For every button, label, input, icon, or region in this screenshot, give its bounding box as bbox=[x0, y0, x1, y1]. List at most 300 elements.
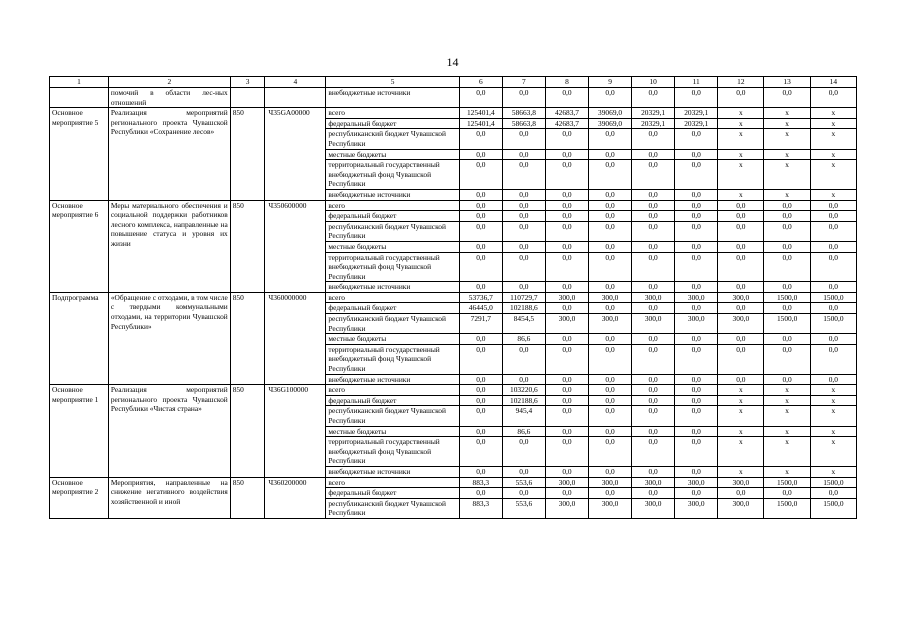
value-cell: 1500,0 bbox=[810, 498, 856, 518]
value-cell: x bbox=[718, 108, 764, 119]
header-cell: 10 bbox=[632, 77, 675, 88]
value-cell: 0,0 bbox=[545, 395, 588, 406]
value-cell: 0,0 bbox=[545, 282, 588, 293]
value-cell: 0,0 bbox=[459, 344, 502, 374]
funding-source-cell: республиканский бюджет Чувашской Республики bbox=[326, 314, 459, 334]
table-row bbox=[50, 88, 857, 108]
value-cell: 0,0 bbox=[675, 334, 718, 345]
value-cell: 42683,7 bbox=[545, 118, 588, 129]
funding-source-cell: всего bbox=[326, 477, 459, 488]
value-cell: 0,0 bbox=[632, 160, 675, 190]
value-cell: 0,0 bbox=[764, 374, 810, 385]
value-cell: 0,0 bbox=[632, 211, 675, 222]
header-cell: 12 bbox=[718, 77, 764, 88]
value-cell: 0,0 bbox=[545, 374, 588, 385]
value-cell: 39069,0 bbox=[589, 108, 632, 119]
code-cell bbox=[265, 88, 326, 108]
value-cell: x bbox=[810, 426, 856, 437]
value-cell: 0,0 bbox=[718, 488, 764, 499]
value-cell: 0,0 bbox=[589, 385, 632, 396]
grbs-cell: 850 bbox=[230, 292, 265, 384]
value-cell: x bbox=[764, 466, 810, 477]
funding-source-cell: местные бюджеты bbox=[326, 149, 459, 160]
value-cell: x bbox=[764, 395, 810, 406]
value-cell: 0,0 bbox=[502, 149, 545, 160]
status-cell bbox=[50, 88, 109, 108]
name-cell: помочий в области лес-ных отношений bbox=[108, 88, 230, 108]
value-cell: 0,0 bbox=[764, 221, 810, 241]
value-cell: 300,0 bbox=[675, 292, 718, 303]
value-cell: 0,0 bbox=[675, 129, 718, 149]
value-cell: 0,0 bbox=[632, 426, 675, 437]
value-cell: 0,0 bbox=[764, 303, 810, 314]
value-cell: 883,3 bbox=[459, 477, 502, 488]
value-cell: x bbox=[810, 437, 856, 467]
value-cell: 8454,5 bbox=[502, 314, 545, 334]
value-cell: 300,0 bbox=[632, 498, 675, 518]
value-cell: 0,0 bbox=[718, 252, 764, 282]
value-cell: 125401,4 bbox=[459, 108, 502, 119]
value-cell: 0,0 bbox=[459, 282, 502, 293]
value-cell: 0,0 bbox=[632, 374, 675, 385]
value-cell: x bbox=[764, 437, 810, 467]
value-cell: 86,6 bbox=[502, 334, 545, 345]
value-cell: 0,0 bbox=[589, 374, 632, 385]
value-cell: 0,0 bbox=[459, 221, 502, 241]
value-cell: 0,0 bbox=[589, 129, 632, 149]
value-cell: x bbox=[718, 129, 764, 149]
value-cell: 0,0 bbox=[764, 334, 810, 345]
value-cell: 0,0 bbox=[764, 241, 810, 252]
value-cell: 0,0 bbox=[502, 466, 545, 477]
header-cell: 4 bbox=[265, 77, 326, 88]
name-cell: Мероприятия, направленные на снижение негативного воздействия хозяйственной и иной bbox=[108, 477, 230, 518]
value-cell: 0,0 bbox=[675, 385, 718, 396]
value-cell: 553,6 bbox=[502, 498, 545, 518]
value-cell: 0,0 bbox=[718, 241, 764, 252]
value-cell: 0,0 bbox=[810, 252, 856, 282]
code-cell: Ч36G100000 bbox=[265, 385, 326, 477]
value-cell: 0,0 bbox=[459, 160, 502, 190]
value-cell: 0,0 bbox=[502, 129, 545, 149]
header-cell: 8 bbox=[545, 77, 588, 88]
value-cell: 0,0 bbox=[545, 149, 588, 160]
value-cell: 0,0 bbox=[718, 282, 764, 293]
header-cell: 5 bbox=[326, 77, 459, 88]
grbs-cell: 850 bbox=[230, 108, 265, 200]
status-cell: Подпрограмма bbox=[50, 292, 109, 384]
funding-source-cell: местные бюджеты bbox=[326, 334, 459, 345]
value-cell: 0,0 bbox=[675, 374, 718, 385]
value-cell: 0,0 bbox=[810, 303, 856, 314]
table-row bbox=[50, 292, 857, 303]
value-cell: x bbox=[718, 189, 764, 200]
grbs-cell: 850 bbox=[230, 477, 265, 518]
value-cell: 0,0 bbox=[459, 395, 502, 406]
value-cell: 300,0 bbox=[545, 314, 588, 334]
value-cell: 0,0 bbox=[502, 221, 545, 241]
funding-source-cell: территориальный государственный внебюджетный фонд Чувашской Республики bbox=[326, 437, 459, 467]
header-cell: 7 bbox=[502, 77, 545, 88]
code-cell: Ч360200000 bbox=[265, 477, 326, 518]
funding-source-cell: всего bbox=[326, 108, 459, 119]
funding-source-cell: внебюджетные источники bbox=[326, 282, 459, 293]
value-cell: 0,0 bbox=[545, 406, 588, 426]
value-cell: 0,0 bbox=[545, 160, 588, 190]
value-cell: 58663,8 bbox=[502, 108, 545, 119]
header-cell: 1 bbox=[50, 77, 109, 88]
value-cell: 300,0 bbox=[589, 292, 632, 303]
value-cell: 0,0 bbox=[545, 211, 588, 222]
value-cell: 1500,0 bbox=[810, 292, 856, 303]
header-cell: 9 bbox=[589, 77, 632, 88]
value-cell: x bbox=[810, 129, 856, 149]
funding-source-cell: внебюджетные источники bbox=[326, 88, 459, 108]
value-cell: x bbox=[718, 426, 764, 437]
value-cell: 0,0 bbox=[632, 488, 675, 499]
value-cell: 0,0 bbox=[545, 252, 588, 282]
value-cell: 0,0 bbox=[810, 334, 856, 345]
value-cell: 0,0 bbox=[718, 200, 764, 211]
value-cell: 1500,0 bbox=[810, 314, 856, 334]
value-cell: 0,0 bbox=[502, 252, 545, 282]
value-cell: 0,0 bbox=[675, 466, 718, 477]
value-cell: 0,0 bbox=[810, 211, 856, 222]
value-cell: x bbox=[718, 466, 764, 477]
value-cell: 0,0 bbox=[632, 241, 675, 252]
table-row bbox=[50, 385, 857, 396]
value-cell: x bbox=[718, 160, 764, 190]
status-cell: Основное мероприятие 1 bbox=[50, 385, 109, 477]
value-cell: 1500,0 bbox=[764, 314, 810, 334]
value-cell: 0,0 bbox=[459, 189, 502, 200]
value-cell: x bbox=[810, 108, 856, 119]
value-cell: 0,0 bbox=[589, 221, 632, 241]
value-cell: 0,0 bbox=[459, 374, 502, 385]
value-cell: 0,0 bbox=[632, 200, 675, 211]
value-cell: 0,0 bbox=[545, 241, 588, 252]
value-cell: 0,0 bbox=[718, 344, 764, 374]
funding-source-cell: территориальный государственный внебюджетный фонд Чувашской Республики bbox=[326, 252, 459, 282]
value-cell: 0,0 bbox=[810, 344, 856, 374]
value-cell: x bbox=[810, 160, 856, 190]
value-cell: 0,0 bbox=[589, 252, 632, 282]
value-cell: 0,0 bbox=[589, 189, 632, 200]
value-cell: 0,0 bbox=[675, 189, 718, 200]
value-cell: 0,0 bbox=[545, 88, 588, 108]
value-cell: 0,0 bbox=[675, 149, 718, 160]
value-cell: 0,0 bbox=[675, 221, 718, 241]
value-cell: 0,0 bbox=[764, 488, 810, 499]
value-cell: 1500,0 bbox=[764, 498, 810, 518]
value-cell: 0,0 bbox=[675, 200, 718, 211]
value-cell: 0,0 bbox=[718, 211, 764, 222]
funding-source-cell: местные бюджеты bbox=[326, 241, 459, 252]
value-cell: 0,0 bbox=[459, 334, 502, 345]
value-cell: 0,0 bbox=[675, 406, 718, 426]
value-cell: 0,0 bbox=[459, 252, 502, 282]
value-cell: 300,0 bbox=[718, 314, 764, 334]
value-cell: 58663,8 bbox=[502, 118, 545, 129]
value-cell: 0,0 bbox=[632, 303, 675, 314]
header-cell: 14 bbox=[810, 77, 856, 88]
value-cell: 300,0 bbox=[632, 477, 675, 488]
value-cell: 46445,0 bbox=[459, 303, 502, 314]
value-cell: 0,0 bbox=[502, 160, 545, 190]
grbs-cell bbox=[230, 88, 265, 108]
value-cell: 0,0 bbox=[632, 385, 675, 396]
value-cell: 0,0 bbox=[459, 406, 502, 426]
value-cell: 0,0 bbox=[675, 252, 718, 282]
value-cell: x bbox=[764, 426, 810, 437]
value-cell: 0,0 bbox=[459, 129, 502, 149]
value-cell: 0,0 bbox=[675, 344, 718, 374]
funding-source-cell: федеральный бюджет bbox=[326, 118, 459, 129]
value-cell: 0,0 bbox=[545, 488, 588, 499]
value-cell: 0,0 bbox=[459, 149, 502, 160]
header-cell: 11 bbox=[675, 77, 718, 88]
value-cell: 0,0 bbox=[810, 88, 856, 108]
value-cell: x bbox=[810, 149, 856, 160]
value-cell: 0,0 bbox=[589, 395, 632, 406]
value-cell: 0,0 bbox=[589, 488, 632, 499]
value-cell: 0,0 bbox=[632, 466, 675, 477]
value-cell: 945,4 bbox=[502, 406, 545, 426]
value-cell: 0,0 bbox=[589, 282, 632, 293]
value-cell: 0,0 bbox=[502, 437, 545, 467]
value-cell: 300,0 bbox=[718, 477, 764, 488]
value-cell: 0,0 bbox=[810, 221, 856, 241]
header-cell: 13 bbox=[764, 77, 810, 88]
value-cell: 883,3 bbox=[459, 498, 502, 518]
funding-source-cell: внебюджетные источники bbox=[326, 189, 459, 200]
value-cell: x bbox=[764, 149, 810, 160]
value-cell: 0,0 bbox=[632, 252, 675, 282]
value-cell: 110729,7 bbox=[502, 292, 545, 303]
table-row bbox=[50, 477, 857, 488]
value-cell: 0,0 bbox=[589, 344, 632, 374]
value-cell: x bbox=[810, 466, 856, 477]
value-cell: 0,0 bbox=[675, 241, 718, 252]
value-cell: 0,0 bbox=[764, 282, 810, 293]
value-cell: 0,0 bbox=[589, 426, 632, 437]
value-cell: x bbox=[810, 385, 856, 396]
value-cell: 0,0 bbox=[502, 88, 545, 108]
value-cell: 0,0 bbox=[545, 426, 588, 437]
value-cell: 102188,6 bbox=[502, 303, 545, 314]
funding-source-cell: республиканский бюджет Чувашской Республики bbox=[326, 221, 459, 241]
value-cell: 0,0 bbox=[459, 466, 502, 477]
table-row bbox=[50, 200, 857, 211]
funding-source-cell: республиканский бюджет Чувашской Республики bbox=[326, 129, 459, 149]
value-cell: 300,0 bbox=[675, 477, 718, 488]
value-cell: 0,0 bbox=[810, 241, 856, 252]
value-cell: 0,0 bbox=[459, 200, 502, 211]
budget-table bbox=[49, 76, 857, 519]
value-cell: 86,6 bbox=[502, 426, 545, 437]
value-cell: 0,0 bbox=[675, 437, 718, 467]
value-cell: 0,0 bbox=[545, 385, 588, 396]
value-cell: 0,0 bbox=[545, 303, 588, 314]
grbs-cell: 850 bbox=[230, 385, 265, 477]
value-cell: 0,0 bbox=[589, 334, 632, 345]
code-cell: Ч360000000 bbox=[265, 292, 326, 384]
funding-source-cell: республиканский бюджет Чувашской Республики bbox=[326, 406, 459, 426]
value-cell: 0,0 bbox=[632, 344, 675, 374]
name-cell: Меры материального обеспечения и социальной поддержки работников лесного комплекса, направленные на повышение статуса и уровня их жизни bbox=[108, 200, 230, 292]
status-cell: Основное мероприятие 2 bbox=[50, 477, 109, 518]
value-cell: 300,0 bbox=[632, 292, 675, 303]
value-cell: 0,0 bbox=[502, 374, 545, 385]
value-cell: 300,0 bbox=[589, 314, 632, 334]
funding-source-cell: местные бюджеты bbox=[326, 426, 459, 437]
value-cell: 1500,0 bbox=[810, 477, 856, 488]
value-cell: 0,0 bbox=[632, 395, 675, 406]
code-cell: Ч35GA00000 bbox=[265, 108, 326, 200]
value-cell: x bbox=[764, 160, 810, 190]
value-cell: 0,0 bbox=[589, 160, 632, 190]
value-cell: 300,0 bbox=[675, 498, 718, 518]
value-cell: 0,0 bbox=[502, 282, 545, 293]
value-cell: x bbox=[764, 385, 810, 396]
value-cell: 0,0 bbox=[589, 303, 632, 314]
value-cell: 0,0 bbox=[718, 221, 764, 241]
value-cell: 300,0 bbox=[589, 477, 632, 488]
value-cell: 0,0 bbox=[810, 200, 856, 211]
value-cell: 0,0 bbox=[545, 200, 588, 211]
page-number: 14 bbox=[446, 55, 459, 69]
value-cell: x bbox=[764, 129, 810, 149]
value-cell: 0,0 bbox=[764, 344, 810, 374]
value-cell: x bbox=[810, 395, 856, 406]
value-cell: 0,0 bbox=[632, 282, 675, 293]
value-cell: x bbox=[718, 406, 764, 426]
status-cell: Основное мероприятие 5 bbox=[50, 108, 109, 200]
funding-source-cell: всего bbox=[326, 292, 459, 303]
table-row bbox=[50, 108, 857, 119]
value-cell: 0,0 bbox=[545, 344, 588, 374]
value-cell: 300,0 bbox=[545, 477, 588, 488]
value-cell: 0,0 bbox=[589, 149, 632, 160]
value-cell: x bbox=[718, 395, 764, 406]
value-cell: 0,0 bbox=[632, 189, 675, 200]
header-row bbox=[50, 77, 857, 88]
value-cell: 1500,0 bbox=[764, 292, 810, 303]
value-cell: 42683,7 bbox=[545, 108, 588, 119]
value-cell: 0,0 bbox=[632, 149, 675, 160]
value-cell: 0,0 bbox=[675, 211, 718, 222]
value-cell: 0,0 bbox=[459, 241, 502, 252]
value-cell: 1500,0 bbox=[764, 477, 810, 488]
value-cell: 0,0 bbox=[545, 334, 588, 345]
value-cell: 0,0 bbox=[632, 88, 675, 108]
value-cell: x bbox=[764, 108, 810, 119]
value-cell: 20329,1 bbox=[632, 108, 675, 119]
value-cell: x bbox=[718, 385, 764, 396]
value-cell: 0,0 bbox=[718, 88, 764, 108]
code-cell: Ч350600000 bbox=[265, 200, 326, 292]
value-cell: 0,0 bbox=[459, 488, 502, 499]
value-cell: 0,0 bbox=[810, 488, 856, 499]
value-cell: 0,0 bbox=[589, 406, 632, 426]
value-cell: 0,0 bbox=[810, 374, 856, 385]
value-cell: 103220,6 bbox=[502, 385, 545, 396]
value-cell: 125401,4 bbox=[459, 118, 502, 129]
funding-source-cell: федеральный бюджет bbox=[326, 303, 459, 314]
value-cell: 0,0 bbox=[589, 88, 632, 108]
value-cell: 0,0 bbox=[502, 488, 545, 499]
value-cell: 39069,0 bbox=[589, 118, 632, 129]
value-cell: 300,0 bbox=[589, 498, 632, 518]
value-cell: x bbox=[718, 118, 764, 129]
funding-source-cell: федеральный бюджет bbox=[326, 488, 459, 499]
funding-source-cell: федеральный бюджет bbox=[326, 395, 459, 406]
value-cell: 0,0 bbox=[632, 129, 675, 149]
value-cell: 0,0 bbox=[632, 437, 675, 467]
grbs-cell: 850 bbox=[230, 200, 265, 292]
value-cell: 0,0 bbox=[632, 334, 675, 345]
value-cell: 0,0 bbox=[675, 282, 718, 293]
value-cell: 0,0 bbox=[545, 437, 588, 467]
value-cell: x bbox=[718, 149, 764, 160]
value-cell: 0,0 bbox=[675, 488, 718, 499]
value-cell: 0,0 bbox=[589, 211, 632, 222]
value-cell: 300,0 bbox=[545, 292, 588, 303]
header-cell: 3 bbox=[230, 77, 265, 88]
value-cell: 53736,7 bbox=[459, 292, 502, 303]
value-cell: 0,0 bbox=[589, 437, 632, 467]
value-cell: x bbox=[718, 437, 764, 467]
value-cell: 0,0 bbox=[502, 189, 545, 200]
value-cell: 0,0 bbox=[545, 189, 588, 200]
value-cell: 0,0 bbox=[632, 221, 675, 241]
value-cell: 300,0 bbox=[675, 314, 718, 334]
value-cell: 300,0 bbox=[718, 498, 764, 518]
funding-source-cell: федеральный бюджет bbox=[326, 211, 459, 222]
value-cell: 553,6 bbox=[502, 477, 545, 488]
value-cell: 102188,6 bbox=[502, 395, 545, 406]
value-cell: 0,0 bbox=[764, 88, 810, 108]
value-cell: 300,0 bbox=[545, 498, 588, 518]
header-cell: 2 bbox=[108, 77, 230, 88]
name-cell: «Обращение с отходами, в том числе с твердыми коммунальными отходами, на территории Чувашской Республики» bbox=[108, 292, 230, 384]
value-cell: 0,0 bbox=[589, 466, 632, 477]
value-cell: 300,0 bbox=[632, 314, 675, 334]
value-cell: 0,0 bbox=[545, 221, 588, 241]
value-cell: 0,0 bbox=[502, 344, 545, 374]
value-cell: 0,0 bbox=[764, 211, 810, 222]
funding-source-cell: республиканский бюджет Чувашской Республики bbox=[326, 498, 459, 518]
value-cell: 0,0 bbox=[675, 395, 718, 406]
value-cell: 0,0 bbox=[459, 437, 502, 467]
value-cell: 0,0 bbox=[632, 406, 675, 426]
value-cell: 0,0 bbox=[675, 88, 718, 108]
value-cell: 20329,1 bbox=[632, 118, 675, 129]
value-cell: 0,0 bbox=[459, 211, 502, 222]
value-cell: 0,0 bbox=[764, 252, 810, 282]
value-cell: 20329,1 bbox=[675, 108, 718, 119]
value-cell: 0,0 bbox=[718, 334, 764, 345]
value-cell: 300,0 bbox=[718, 292, 764, 303]
value-cell: 0,0 bbox=[810, 282, 856, 293]
value-cell: 0,0 bbox=[459, 426, 502, 437]
value-cell: 0,0 bbox=[502, 200, 545, 211]
value-cell: 0,0 bbox=[459, 385, 502, 396]
value-cell: 0,0 bbox=[675, 160, 718, 190]
value-cell: x bbox=[810, 406, 856, 426]
value-cell: 0,0 bbox=[675, 426, 718, 437]
funding-source-cell: внебюджетные источники bbox=[326, 466, 459, 477]
